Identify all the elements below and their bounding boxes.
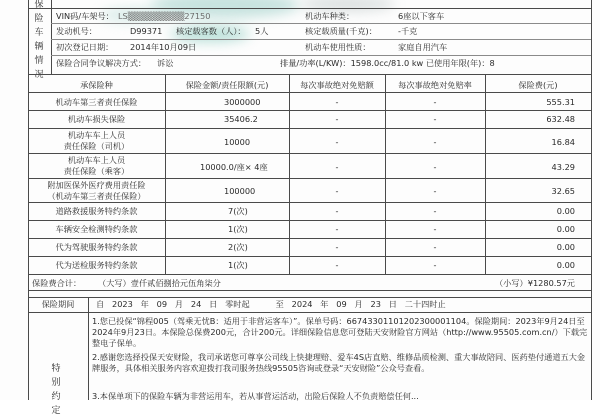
- period-label: 保险期间: [41, 299, 75, 309]
- table-row-deduct-rate: -: [433, 186, 437, 196]
- header-deduct-rate: 每次事故绝对免赔率: [398, 80, 472, 90]
- table-row-premium: 0.00: [556, 224, 575, 234]
- table-row-name: [28, 180, 165, 202]
- table-row-name: 代为驾驶服务特约条款: [55, 242, 138, 252]
- total-lower-case: （小写）¥1280.57元: [494, 278, 575, 288]
- table-row-amount: 35406.2: [224, 114, 258, 124]
- usage-label: 机动车使用性质：: [305, 42, 371, 52]
- table-row-premium: 0.00: [556, 260, 575, 270]
- table-row-deduct-rate: -: [433, 97, 437, 107]
- table-row-name: 道路救援服务特约条款: [55, 206, 138, 216]
- vehicle-type-value: 6座以下客车: [398, 11, 445, 21]
- vehicle-type-label: 机动车种类：: [305, 11, 355, 21]
- usage-value: 家庭自用汽车: [398, 42, 448, 52]
- table-row-deduct-rate: -: [433, 114, 437, 124]
- header-deduct-amount: 每次事故绝对免赔额: [300, 80, 374, 90]
- table-row-amount: 10000.0/座× 4座: [200, 162, 268, 172]
- table-row-name-line1: 机动车车上人员: [67, 130, 126, 140]
- table-row-deduct-rate: -: [433, 242, 437, 252]
- special-terms-label: 特别约定: [51, 364, 61, 416]
- table-row-deduct-amount: -: [335, 114, 339, 124]
- table-row-premium: 16.84: [551, 137, 575, 147]
- vehicle-section-label: 保险车辆情况: [34, 0, 44, 80]
- vin-value: LS▒▒▒▒▒▒▒▒▒27150: [118, 11, 211, 21]
- table-row-deduct-amount: -: [335, 97, 339, 107]
- table-row-name-line2: 责任保险（司机）: [63, 141, 130, 151]
- table-row-deduct-rate: -: [433, 162, 437, 172]
- table-row-amount: 3000000: [224, 97, 261, 107]
- table-row-name: [28, 155, 165, 177]
- table-row-amount: 7(次): [228, 206, 248, 216]
- reg-date-value: 2014年10月09日: [130, 42, 197, 52]
- engine-value: D99371: [130, 26, 163, 36]
- table-row-name: 代为送检服务特约条款: [55, 260, 138, 270]
- table-row-amount: 100000: [224, 186, 256, 196]
- total-label: 保险费合计：: [32, 278, 82, 288]
- table-row-name-line2: 责任保险（乘客）: [63, 166, 130, 176]
- table-row-name: 机动车损失保险: [67, 114, 126, 124]
- table-row-deduct-rate: -: [433, 137, 437, 147]
- table-row-name-line1: 机动车车上人员: [67, 155, 126, 165]
- table-row-amount: 1(次): [228, 260, 248, 270]
- load-label: 核定载质量(千克)：: [305, 26, 377, 36]
- table-row-deduct-amount: -: [335, 242, 339, 252]
- load-value: -千克: [398, 26, 418, 36]
- dispute-value: 诉讼: [157, 58, 174, 68]
- table-row-premium: 632.48: [546, 114, 575, 124]
- table-row-premium: 43.29: [551, 162, 575, 172]
- special-term-2: 2.感谢您选择投保天安财险，我司承诺您可尊享公司线上快捷理赔、爱车4S店直赔、维修品质检测、重大事故陪同、医药垫付通道五大金牌服务，具体相关服务内容欢迎拨打我司服务热线95505咨询或登录“天安财险”公众号查看。: [92, 352, 586, 373]
- period-text: 自 2023 年 09 月 24 日 零时起 至 2024 年 09 月 23 日 二十四时止: [96, 299, 446, 309]
- table-row-deduct-amount: -: [335, 206, 339, 216]
- table-row-deduct-amount: -: [335, 162, 339, 172]
- table-row-deduct-rate: -: [433, 260, 437, 270]
- vin-label: VIN码/车架号：: [56, 11, 114, 21]
- table-row-deduct-rate: -: [433, 224, 437, 234]
- table-row-name: 机动车第三者责任保险: [55, 97, 138, 107]
- table-row-name-line1: 附加医保外医疗费用责任险: [47, 180, 146, 190]
- table-row-premium: 0.00: [556, 206, 575, 216]
- total-upper-case: （大写）壹仟贰佰捌拾元伍角柒分: [98, 278, 221, 288]
- dispute-label: 保险合同争议解决方式：: [56, 58, 147, 68]
- table-row-deduct-amount: -: [335, 186, 339, 196]
- table-row-deduct-amount: -: [335, 260, 339, 270]
- table-row-premium: 32.65: [551, 186, 575, 196]
- header-amount: 保险金额/责任限额(元): [185, 80, 269, 90]
- table-row-name-line2: （机动车第三者责任保险）: [47, 191, 146, 201]
- table-row-premium: 555.31: [546, 97, 575, 107]
- seats-value: 5人: [255, 26, 269, 36]
- engine-label: 发动机号：: [56, 26, 97, 36]
- table-row-name: [28, 130, 165, 152]
- table-row-deduct-amount: -: [335, 137, 339, 147]
- seats-label: 核定载客数（人）：: [176, 26, 246, 36]
- displacement-text: 排量/功率(L/KW)：1598.0cc/81.0 kw 已使用年限(年)：8: [280, 58, 495, 68]
- table-row-deduct-rate: -: [433, 206, 437, 216]
- table-row-premium: 0.00: [556, 242, 575, 252]
- header-premium: 保险费(元): [518, 80, 558, 90]
- special-term-3: 3.本保单项下的保险车辆为非营运用车，若从事营运活动，出险后保险人不负责赔偿任何...: [92, 391, 419, 401]
- table-row-amount: 10000: [224, 137, 251, 147]
- table-row-amount: 2(次): [228, 242, 248, 252]
- table-row-deduct-amount: -: [335, 224, 339, 234]
- table-row-name: 车辆安全检测特约条款: [55, 224, 138, 234]
- special-term-1: 1.您已投保“锦程005（驾乘无忧B：适用于非营运客车）”。保单号码：66743301101202300001104。保险期间：2023年9月24日至2024年9月23日。本保险总保费200元，合计200元。详细保险信息您可登陆天安财险官方网站（http://www.95505.com.cn/）下载完整电子保单。: [92, 316, 588, 348]
- header-coverage: 承保险种: [80, 80, 113, 90]
- reg-date-label: 初次登记日期：: [56, 42, 114, 52]
- table-row-amount: 1(次): [228, 224, 248, 234]
